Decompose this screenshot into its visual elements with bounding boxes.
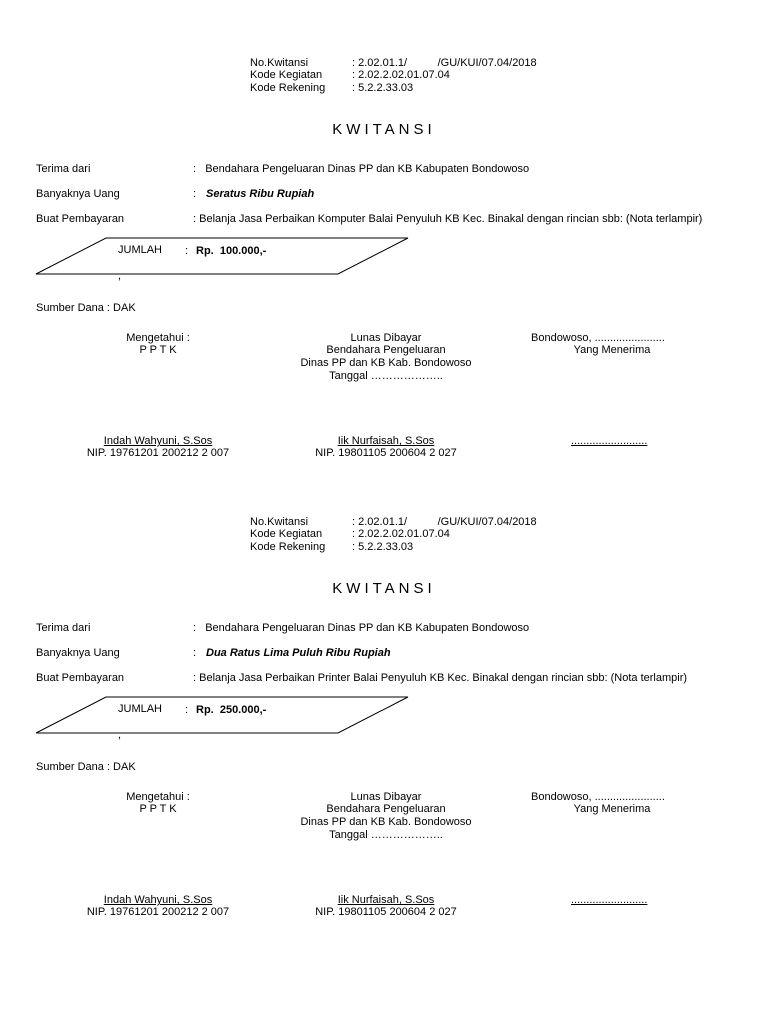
no-kwitansi-label: No.Kwitansi (250, 516, 309, 528)
buat-pembayaran-label: Buat Pembayaran (36, 213, 125, 225)
mengetahui-label: Mengetahui : (126, 332, 190, 344)
pptk-nip: NIP. 19761201 200212 2 007 (86, 447, 230, 459)
no-kwitansi-value: : 2.02.01.1/ /GU/KUI/07.04/2018 (352, 57, 537, 69)
banyaknya-uang-value: Dua Ratus Lima Puluh Ribu Rupiah (206, 647, 391, 659)
sumber-dana: Sumber Dana : DAK (36, 761, 136, 773)
terima-dari-value: : Bendahara Pengeluaran Dinas PP dan KB Kabupaten Bondowoso (193, 622, 530, 634)
banyaknya-uang-colon: : (193, 188, 197, 200)
kode-kegiatan-value: : 2.02.2.02.01.07.04 (352, 528, 450, 540)
terima-dari-label: Terima dari (36, 163, 91, 175)
bendahara-label: Bendahara Pengeluaran (326, 344, 446, 356)
pptk-name: Indah Wahyuni, S.Sos (103, 435, 213, 447)
no-kwitansi-label: No.Kwitansi (250, 57, 309, 69)
banyaknya-uang-label: Banyaknya Uang (36, 188, 120, 200)
tanggal-label: Tanggal ……………….. (329, 370, 443, 382)
jumlah-box (0, 0, 768, 459)
place-date: Bondowoso, ....................... (531, 791, 665, 803)
place-date: Bondowoso, ....................... (531, 332, 665, 344)
kode-rekening-value: : 5.2.2.33.03 (352, 82, 414, 94)
buat-pembayaran-value: : Belanja Jasa Perbaikan Printer Balai Penyuluh KB Kec. Binakal dengan rincian sbb: (Nota terlampir) (193, 672, 688, 684)
receipt-title: KWITANSI (332, 580, 436, 597)
yang-menerima: Yang Menerima (573, 344, 651, 356)
comma-mark: , (118, 729, 122, 741)
recipient-name: ......................... (571, 435, 648, 447)
receipt-2 (0, 459, 768, 918)
no-kwitansi-value: : 2.02.01.1/ /GU/KUI/07.04/2018 (352, 516, 537, 528)
banyaknya-uang-label: Banyaknya Uang (36, 647, 120, 659)
dinas-label: Dinas PP dan KB Kab. Bondowoso (300, 816, 472, 828)
pptk-label: P P T K (139, 344, 177, 356)
kode-kegiatan-label: Kode Kegiatan (250, 69, 323, 81)
bendahara-nip: NIP. 19801105 200604 2 027 (315, 906, 457, 918)
pptk-label: P P T K (139, 803, 177, 815)
jumlah-colon: : (185, 704, 189, 716)
terima-dari-value: : Bendahara Pengeluaran Dinas PP dan KB Kabupaten Bondowoso (193, 163, 530, 175)
buat-pembayaran-label: Buat Pembayaran (36, 672, 125, 684)
lunas-dibayar: Lunas Dibayar (350, 332, 422, 344)
jumlah-label: JUMLAH (118, 244, 163, 256)
kode-rekening-label: Kode Rekening (250, 82, 326, 94)
jumlah-colon: : (185, 245, 189, 257)
receipt-title: KWITANSI (332, 121, 436, 138)
jumlah-label: JUMLAH (118, 703, 163, 715)
kode-kegiatan-label: Kode Kegiatan (250, 528, 323, 540)
sumber-dana: Sumber Dana : DAK (36, 302, 136, 314)
jumlah-value: Rp. 100.000,- (196, 245, 267, 257)
dinas-label: Dinas PP dan KB Kab. Bondowoso (300, 357, 472, 369)
buat-pembayaran-value: : Belanja Jasa Perbaikan Komputer Balai Penyuluh KB Kec. Binakal dengan rincian sbb: (Nota terlampir) (193, 213, 703, 225)
pptk-name: Indah Wahyuni, S.Sos (103, 894, 213, 906)
jumlah-box (0, 459, 768, 918)
yang-menerima: Yang Menerima (573, 803, 651, 815)
bendahara-name: Iik Nurfaisah, S.Sos (337, 435, 435, 447)
banyaknya-uang-value: Seratus Ribu Rupiah (206, 188, 315, 200)
bendahara-label: Bendahara Pengeluaran (326, 803, 446, 815)
bendahara-nip: NIP. 19801105 200604 2 027 (315, 447, 457, 459)
mengetahui-label: Mengetahui : (126, 791, 190, 803)
bendahara-name: Iik Nurfaisah, S.Sos (337, 894, 435, 906)
tanggal-label: Tanggal ……………….. (329, 829, 443, 841)
terima-dari-label: Terima dari (36, 622, 91, 634)
lunas-dibayar: Lunas Dibayar (350, 791, 422, 803)
comma-mark: , (118, 270, 122, 282)
receipt-1 (0, 0, 768, 459)
kode-kegiatan-value: : 2.02.2.02.01.07.04 (352, 69, 450, 81)
kode-rekening-label: Kode Rekening (250, 541, 326, 553)
kode-rekening-value: : 5.2.2.33.03 (352, 541, 414, 553)
banyaknya-uang-colon: : (193, 647, 197, 659)
pptk-nip: NIP. 19761201 200212 2 007 (86, 906, 230, 918)
recipient-name: ......................... (571, 894, 648, 906)
jumlah-value: Rp. 250.000,- (196, 704, 267, 716)
